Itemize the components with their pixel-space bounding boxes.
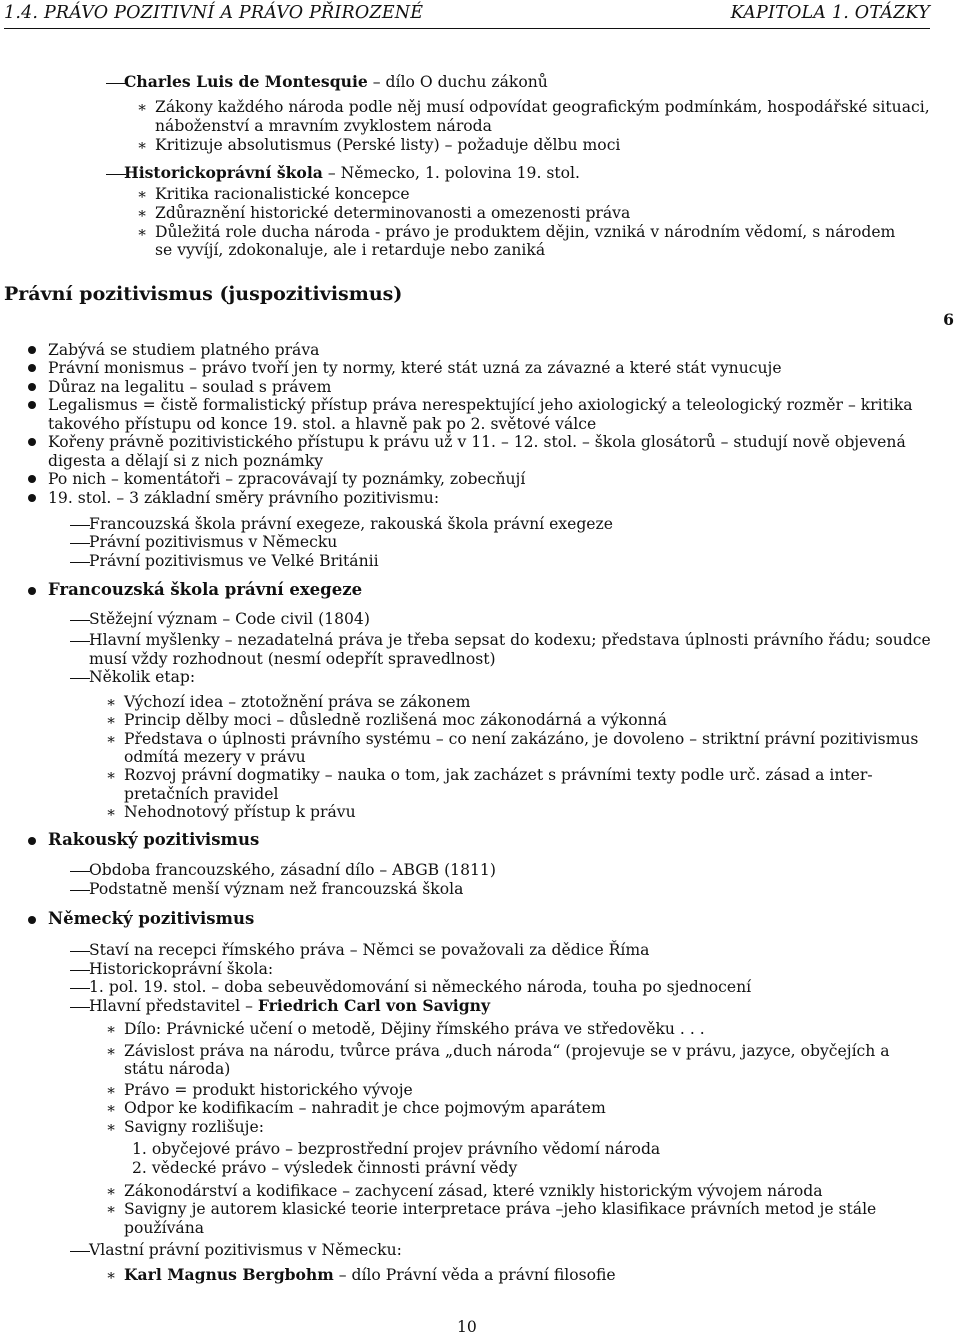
list-item: Právo = produkt historického vývoje	[124, 1081, 413, 1099]
numbered-item: 1. obyčejové právo – bezprostřední projev právního vědomí národa	[132, 1140, 661, 1158]
dash-bullet	[70, 620, 90, 621]
list-item: Obdoba francouzského, zásadní dílo – ABGB (1811)	[89, 861, 496, 879]
bullet-item: digesta a dělají si z nich poznámky	[48, 452, 324, 470]
bergbohm-name: Karl Magnus Bergbohm	[124, 1265, 334, 1284]
bullet-dot	[28, 346, 36, 354]
list-item: státu národa)	[124, 1060, 231, 1078]
historicka-line	[124, 163, 580, 183]
list-item: Staví na recepci římského práva – Němci se považovali za dědice Říma	[89, 941, 650, 959]
list-item: Podstatně menší význam než francouzská škola	[89, 880, 464, 898]
subsection-title: Francouzská škola právní exegeze	[48, 580, 363, 599]
dash-bullet	[70, 890, 90, 891]
bullet-item: Po nich – komentátoři – zpracovávají ty poznámky, zobecňují	[48, 470, 526, 488]
list-item: Kritizuje absolutismus (Perské listy) – požaduje dělbu moci	[155, 136, 621, 154]
star-bullet: ∗	[106, 1200, 117, 1218]
dash-bullet	[70, 562, 90, 563]
star-bullet: ∗	[106, 803, 117, 821]
list-item: Závislost práva na národu, tvůrce práva „duch národa“ (projevuje se v právu, jazyce, obyčejích a	[124, 1042, 890, 1060]
list-item: odmítá mezery v právu	[124, 748, 306, 766]
list-item: Francouzská škola právní exegeze, rakouská škola právní exegeze	[89, 515, 613, 533]
list-item: Historickoprávní škola:	[89, 960, 274, 978]
list-item: Představa o úplnosti právního systému – co není zakázáno, je dovoleno – striktní právní pozitivismus	[124, 730, 919, 748]
star-bullet: ∗	[106, 1020, 117, 1038]
star-bullet: ∗	[137, 136, 148, 154]
list-item: Odpor ke kodifikacím – nahradit je chce pojmovým aparátem	[124, 1099, 606, 1117]
list-item: náboženství a mravním zvyklostem národa	[155, 117, 492, 135]
list-item: Kritika racionalistické koncepce	[155, 185, 410, 203]
list-item: musí vždy rozhodnout (nesmí odepřít spravedlnost)	[89, 650, 496, 668]
bullet-item: Zabývá se studiem platného práva	[48, 341, 320, 359]
dash-bullet	[70, 1007, 90, 1008]
subsection-title: Rakouský pozitivismus	[48, 830, 260, 849]
list-item: Nehodnotový přístup k právu	[124, 803, 356, 821]
historicka-rest: – Německo, 1. polovina 19. stol.	[322, 164, 580, 182]
bullet-dot	[28, 438, 36, 446]
list-item: Zákonodárství a kodifikace – zachycení zásad, které vznikly historickým vývojem národa	[124, 1182, 823, 1200]
list-item: 1. pol. 19. stol. – doba sebeuvědomování si německého národa, touha po sjednocení	[89, 978, 752, 996]
star-bullet: ∗	[106, 1081, 117, 1099]
star-bullet: ∗	[106, 711, 117, 729]
dash-bullet	[70, 525, 90, 526]
bullet-dot	[28, 916, 36, 924]
list-item: Několik etap:	[89, 668, 196, 686]
section-title: Právní pozitivismus (juspozitivismus)	[4, 283, 403, 305]
dash-bullet	[70, 951, 90, 952]
bullet-dot	[28, 383, 36, 391]
bullet-item: 19. stol. – 3 základní směry právního pozitivismu:	[48, 489, 440, 507]
bullet-item: Kořeny právně pozitivistického přístupu k právu už v 11. – 12. stol. – škola glosátorů – studují nově objevená	[48, 433, 906, 451]
dash-bullet	[70, 970, 90, 971]
star-bullet: ∗	[137, 98, 148, 116]
dash-bullet	[70, 1251, 90, 1252]
dash-bullet	[70, 543, 90, 544]
list-item: Důležitá role ducha národa - právo je produktem dějin, vzniká v národním vědomí, s národem	[155, 223, 896, 241]
dash-bullet	[106, 174, 126, 175]
dash-bullet	[70, 988, 90, 989]
numbered-item: 2. vědecké právo – výsledek činnosti právní vědy	[132, 1159, 518, 1177]
dash-bullet	[70, 678, 90, 679]
list-item: Savigny rozlišuje:	[124, 1118, 264, 1136]
dash-bullet	[106, 83, 126, 84]
predstavitel-prefix: Hlavní představitel –	[89, 997, 258, 1015]
bergbohm-rest: – dílo Právní věda a právní filosofie	[333, 1266, 616, 1284]
montesquieu-line	[124, 72, 548, 92]
star-bullet: ∗	[106, 1182, 117, 1200]
dash-bullet	[70, 871, 90, 872]
bullet-dot	[28, 587, 36, 595]
star-bullet: ∗	[137, 223, 148, 241]
header-rule	[4, 28, 930, 29]
list-item: Vlastní právní pozitivismus v Německu:	[89, 1241, 402, 1259]
star-bullet: ∗	[106, 1118, 117, 1136]
predstavitel-line	[89, 996, 490, 1016]
montesquieu-rest: – dílo O duchu zákonů	[367, 73, 548, 91]
list-item: Právní pozitivismus v Německu	[89, 533, 338, 551]
bullet-item: takového přístupu od konce 19. stol. a hlavně pak po 2. světové válce	[48, 415, 597, 433]
star-bullet: ∗	[137, 204, 148, 222]
list-item: Princip dělby moci – důsledně rozlišená moc zákonodárná a výkonná	[124, 711, 667, 729]
dash-bullet	[70, 641, 90, 642]
list-item: se vyvíjí, zdokonaluje, ale i retarduje nebo zaniká	[155, 241, 546, 259]
star-bullet: ∗	[106, 1099, 117, 1117]
list-item: Právní pozitivismus ve Velké Británii	[89, 552, 379, 570]
list-item: používána	[124, 1219, 205, 1237]
list-item: pretačních pravidel	[124, 785, 279, 803]
bullet-dot	[28, 364, 36, 372]
list-item: Dílo: Právnické učení o metodě, Dějiny římského práva ve středověku . . .	[124, 1020, 705, 1038]
list-item: Savigny je autorem klasické teorie interpretace práva –jeho klasifikace právních metod je stále	[124, 1200, 877, 1218]
star-bullet: ∗	[137, 185, 148, 203]
list-item: Rozvoj právní dogmatiky – nauka o tom, jak zacházet s právními texty podle urč. zásad a inter-	[124, 766, 873, 784]
bullet-item: Legalismus = čistě formalistický přístup práva nerespektující jeho axiologický a teleologický rozměr – kritika	[48, 396, 913, 414]
margin-note: 6	[943, 310, 954, 329]
bergbohm-line	[124, 1265, 616, 1285]
bullet-dot	[28, 494, 36, 502]
star-bullet: ∗	[106, 766, 117, 784]
running-header	[4, 3, 930, 25]
list-item: Zákony každého národa podle něj musí odpovídat geografickým podmínkám, hospodářské situaci,	[155, 98, 930, 116]
star-bullet: ∗	[106, 693, 117, 711]
bullet-dot	[28, 401, 36, 409]
bullet-item: Důraz na legalitu – soulad s právem	[48, 378, 332, 396]
bullet-item: Právní monismus – právo tvoří jen ty normy, které stát uzná za závazné a které stát vynucuje	[48, 359, 782, 377]
list-item: Hlavní myšlenky – nezadatelná práva je třeba sepsat do kodexu; představa úplnosti právního řádu; soudce	[89, 631, 931, 649]
star-bullet: ∗	[106, 1042, 117, 1060]
list-item: Zdůraznění historické determinovanosti a omezenosti práva	[155, 204, 631, 222]
subsection-title: Německý pozitivismus	[48, 909, 255, 928]
list-item: Stěžejní význam – Code civil (1804)	[89, 610, 370, 628]
montesquieu-name: Charles Luis de Montesquie	[124, 72, 368, 91]
star-bullet: ∗	[106, 730, 117, 748]
bullet-dot	[28, 837, 36, 845]
page-number: 10	[457, 1318, 477, 1336]
header-section: 1.4. PRÁVO POZITIVNÍ A PRÁVO PŘIROZENÉ	[4, 3, 424, 23]
header-chapter: KAPITOLA 1. OTÁZKY	[730, 3, 930, 23]
bullet-dot	[28, 475, 36, 483]
historicka-name: Historickoprávní škola	[124, 163, 323, 182]
list-item: Výchozí idea – ztotožnění práva se zákonem	[124, 693, 471, 711]
predstavitel-name: Friedrich Carl von Savigny	[257, 996, 491, 1015]
star-bullet: ∗	[106, 1266, 117, 1284]
